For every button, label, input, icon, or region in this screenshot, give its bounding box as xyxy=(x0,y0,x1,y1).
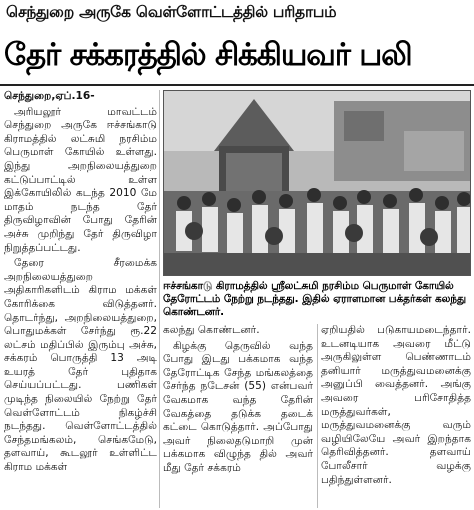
article-column-2 xyxy=(163,324,313,508)
column-divider xyxy=(159,90,160,508)
kicker-headline: செந்துறை அருகே வெள்ளோட்டத்தில் பரிதாபம் xyxy=(6,3,337,21)
column2-paragraph-1: கலந்து கொண்டனர். xyxy=(163,324,260,336)
article-column-1 xyxy=(4,90,157,508)
headline-rule xyxy=(0,84,474,86)
article-column-3 xyxy=(321,324,471,508)
chariot-crowd-photo xyxy=(164,91,471,276)
main-headline: தேர் சக்கரத்தில் சிக்கியவர் பலி xyxy=(4,37,412,73)
column2-paragraph-2: கிழக்கு தெருவில் வந்த போது இடது பக்கமாக வந்த தேரோட்டிக சேந்த மங்கலத்தை சேர்ந்த நடேசன் (55) என்பவர் வேகமாக வந்த தேரின் வேகத்தை தடுக்க தடைக் கட்டை கொடுத்தார். அப்போது அவர் நிலைதடுமாறி முன் பக்கமாக விழுந்த தில் அவர் மீது தேர் சக்கரம் xyxy=(163,339,313,474)
column1-paragraph-1: அரியலூர் மாவட்டம் செந்துறை அருகே ஈச்சங்காடு கிராமத்தில் லட்சுமி நரசிம்ம பெருமாள் கோயில் உள்ளது. இந்து அறநிலையத்துறை கட்டுப்பாட்டில் உள்ள இக்கோயிலில் கடந்த 2010 மே மாதம் நடந்த தேர் திருவிழாவின் போது தேரின் அச்சு முறிந்து தேர் திருவிழா நிறுத்தப்பட்டது. xyxy=(4,105,157,254)
news-photo xyxy=(163,90,471,276)
column3-paragraph-1: ஏறியதில் படுகாயமடைந்தார். உடனடியாக அவரை மீட்டு அருகிலுள்ள பெண்ணாடம் தனியார் மருத்துவமனைக்கு அனுப்பி வைத்தனர். அங்கு அவரை பரிசோதித்த மருத்துவர்கள், மருத்துவமனைக்கு வரும் வழியிலேயே அவர் இறந்தாக தெரிவித்தனர். தளவாய் போலீசார் வழக்கு பதிந்துள்ளனர். xyxy=(321,324,471,486)
dateline: செந்துறை,ஏப்.16- xyxy=(4,90,95,102)
column-divider-2 xyxy=(317,324,318,508)
column1-paragraph-2: தேரை சீரமைக்க அறநிலையத்துறை அதிகாரிகளிடம் கிராம மக்கள் கோரிக்கை விடுத்தனர். தொடர்ந்து, அறநிலையத்துறை, பொதுமக்கள் சேர்ந்து ரூ.22 லட்சம் மதிப்பில் இரும்பு அச்சு, சக்கரம் பொருத்தி 13 அடி உயரத் தேர் புதிதாக செய்யப்பட்டது. பணிகள் முடிந்த நிலையில் நேற்று தேர் வெள்ளோட்டம் நிகழ்ச்சி நடந்தது. வெள்ளோட்டத்தில் சேந்தமங்கலம், செங்கமேடு, தளவாய், கூடலூர் உள்ளிட்ட கிராம மக்கள் xyxy=(4,257,157,474)
photo-caption: ஈச்சங்காடு கிராமத்தில் ஸ்ரீலட்சுமி நரசிம்ம பெருமாள் கோயில் தேரோட்டம் நேற்று நடந்தது. இதில் ஏராளமான பக்தர்கள் கலந்து கொண்டனர். xyxy=(163,280,466,318)
